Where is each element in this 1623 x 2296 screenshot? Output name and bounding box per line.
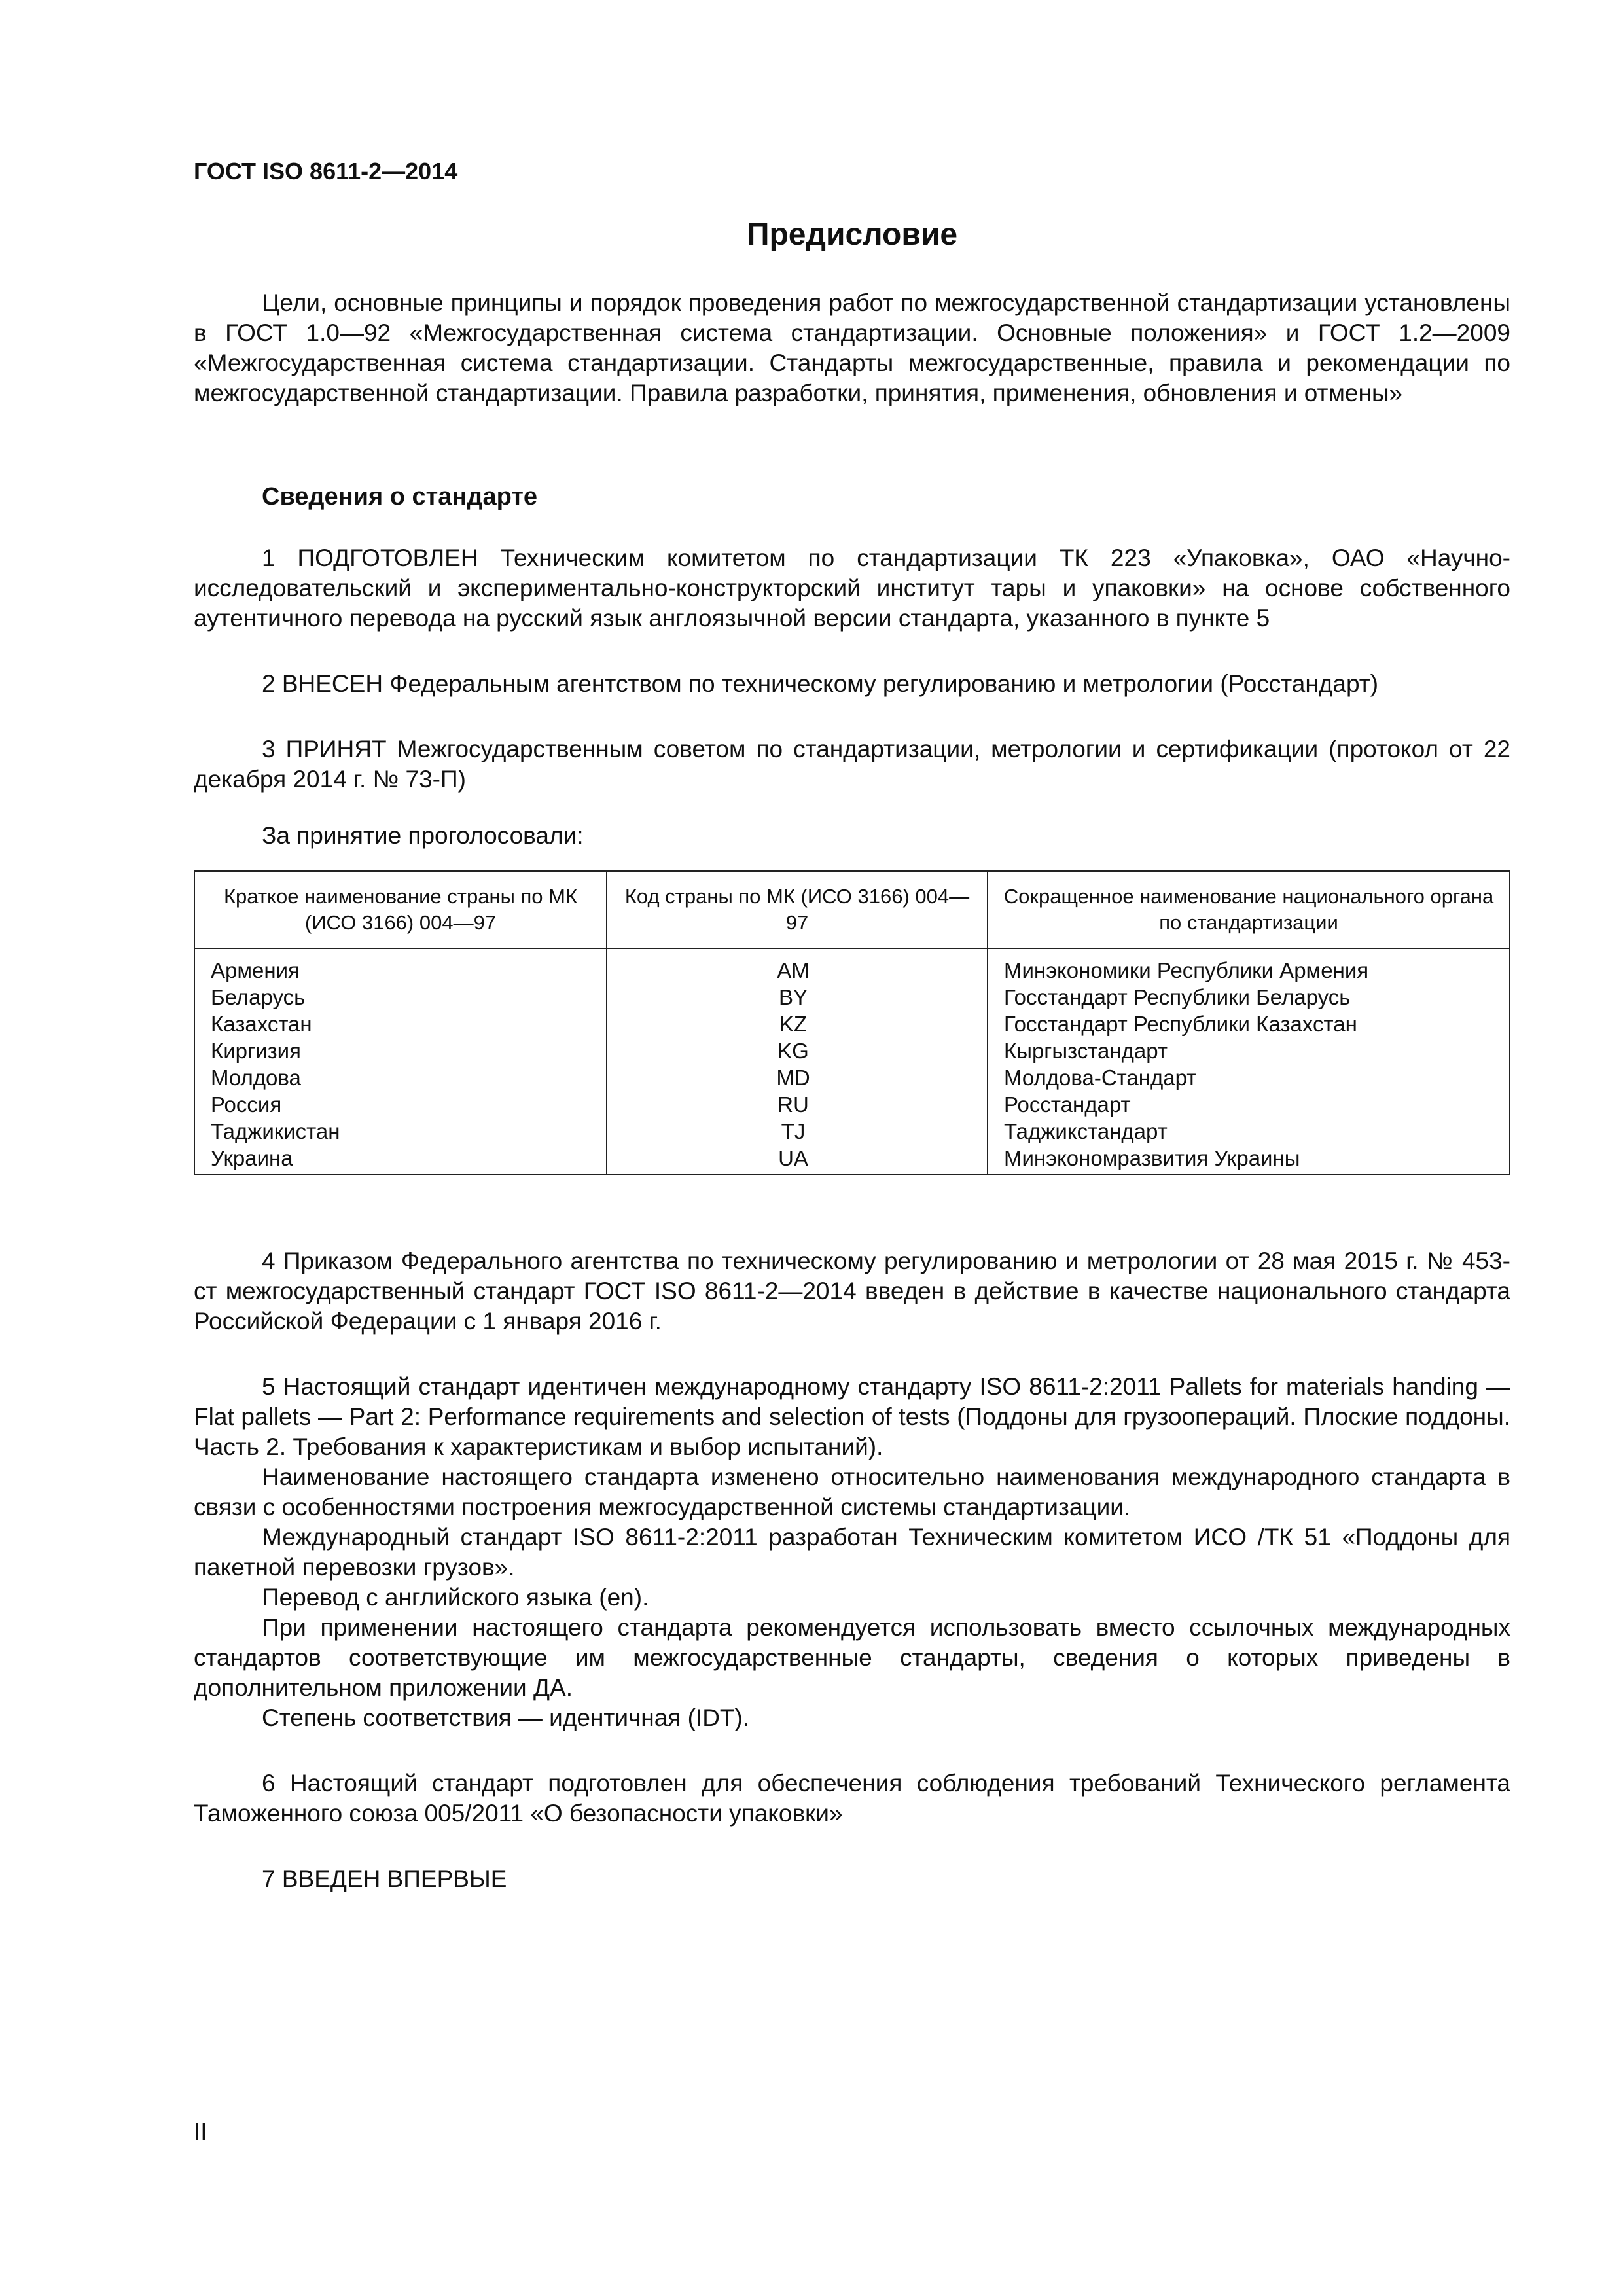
table-header-body: Сокращенное наименование национального органа по стандартизации [988,871,1510,948]
body-cell: Кыргызстандарт [988,1037,1510,1064]
code-cell: RU [607,1091,988,1118]
table-header-code: Код страны по МК (ИСО 3166) 004—97 [607,871,988,948]
code-cell: BY [607,984,988,1011]
table-header-country: Краткое наименование страны по МК (ИСО 3166) 004—97 [194,871,607,948]
country-cell: Таджикистан [194,1118,607,1145]
voting-table [194,870,1510,1175]
item-5-conformity-note: Степень соответствия — идентичная (IDT). [262,1704,750,1731]
code-cell: KZ [607,1011,988,1037]
table-row [194,1145,1510,1175]
item-5-translation-note: Перевод с английского языка (en). [262,1584,649,1611]
country-cell: Киргизия [194,1037,607,1064]
table-row [194,1091,1510,1118]
item-4-paragraph: 4 Приказом Федерального агентства по техническому регулированию и метрологии от 28 мая 2015 г. № 453-ст межгосударственный стандарт ГОСТ ISO 8611-2—2014 введен в действие в качестве национального стандарта Российской Федерации с 1 января 2016 г. [194,1247,1510,1335]
country-cell: Беларусь [194,984,607,1011]
item-7-paragraph: 7 ВВЕДЕН ВПЕРВЫЕ [262,1865,507,1892]
section-heading: Сведения о стандарте [262,483,538,511]
table-row [194,1037,1510,1064]
voted-label: За принятие проголосовали: [262,822,584,849]
country-cell: Молдова [194,1064,607,1091]
intro-paragraph: Цели, основные принципы и порядок проведения работ по межгосударственной стандартизации установлены в ГОСТ 1.0—92 «Межгосударственная система стандартизации. Основные положения» и ГОСТ 1.2—2009 «Межгосударственная система стандартизации. Стандарты межгосударственные, правила и рекомендации по межгосударственной стандартизации. Правила разработки, принятия, применения, обновления и отмены» [194,289,1510,406]
item-2-paragraph: 2 ВНЕСЕН Федеральным агентством по техническому регулированию и метрологии (Росстандарт) [262,670,1379,697]
code-cell: AM [607,948,988,984]
country-cell: Казахстан [194,1011,607,1037]
country-cell: Армения [194,948,607,984]
body-cell: Молдова-Стандарт [988,1064,1510,1091]
code-cell: MD [607,1064,988,1091]
item-5-paragraph: 5 Настоящий стандарт идентичен международному стандарту ISO 8611-2:2011 Pallets for materials handing — Flat pallets — Part 2: Performance requirements and selection of tests (Поддоны для грузоопераций. Плоские поддоны. Часть 2. Требования к характеристикам и выбор испытаний). [194,1373,1510,1460]
item-5-references-note: При применении настоящего стандарта рекомендуется использовать вместо ссылочных международных стандартов соответствующие им межгосударственные стандарты, сведения о которых приведены в дополнительном приложении ДА. [194,1614,1510,1701]
country-cell: Украина [194,1145,607,1175]
code-cell: UA [607,1145,988,1175]
item-3-paragraph: 3 ПРИНЯТ Межгосударственным советом по стандартизации, метрологии и сертификации (протокол от 22 декабря 2014 г. № 73-П) [194,736,1510,793]
page-number: II [194,2118,207,2145]
table-row [194,984,1510,1011]
body-cell: Минэкономики Республики Армения [988,948,1510,984]
body-cell: Таджикстандарт [988,1118,1510,1145]
code-cell: TJ [607,1118,988,1145]
body-cell: Росстандарт [988,1091,1510,1118]
body-cell: Госстандарт Республики Беларусь [988,984,1510,1011]
document-page [194,157,1510,1894]
document-code: ГОСТ ISO 8611-2—2014 [194,158,458,185]
item-1-paragraph: 1 ПОДГОТОВЛЕН Техническим комитетом по стандартизации ТК 223 «Упаковка», ОАО «Научно-исследовательский и экспериментально-конструкторский институт тары и упаковки» на основе собственного аутентичного перевода на русский язык англоязычной версии стандарта, указанного в пункте 5 [194,545,1510,632]
page-title: Предисловие [746,217,958,252]
table-row [194,1064,1510,1091]
item-5-developer-note: Международный стандарт ISO 8611-2:2011 разработан Техническим комитетом ИСО /ТК 51 «Поддоны для пакетной перевозки грузов». [194,1524,1510,1581]
country-cell: Россия [194,1091,607,1118]
item-5-title-note: Наименование настоящего стандарта изменено относительно наименования международного стандарта в связи с особенностями построения межгосударственной системы стандартизации. [194,1463,1510,1520]
item-6-paragraph: 6 Настоящий стандарт подготовлен для обеспечения соблюдения требований Технического регламента Таможенного союза 005/2011 «О безопасности упаковки» [194,1770,1510,1827]
code-cell: KG [607,1037,988,1064]
body-cell: Минэкономразвития Украины [988,1145,1510,1175]
table-row [194,1011,1510,1037]
body-cell: Госстандарт Республики Казахстан [988,1011,1510,1037]
table-row [194,1118,1510,1145]
table-row [194,948,1510,984]
table-header-row [194,871,1510,948]
